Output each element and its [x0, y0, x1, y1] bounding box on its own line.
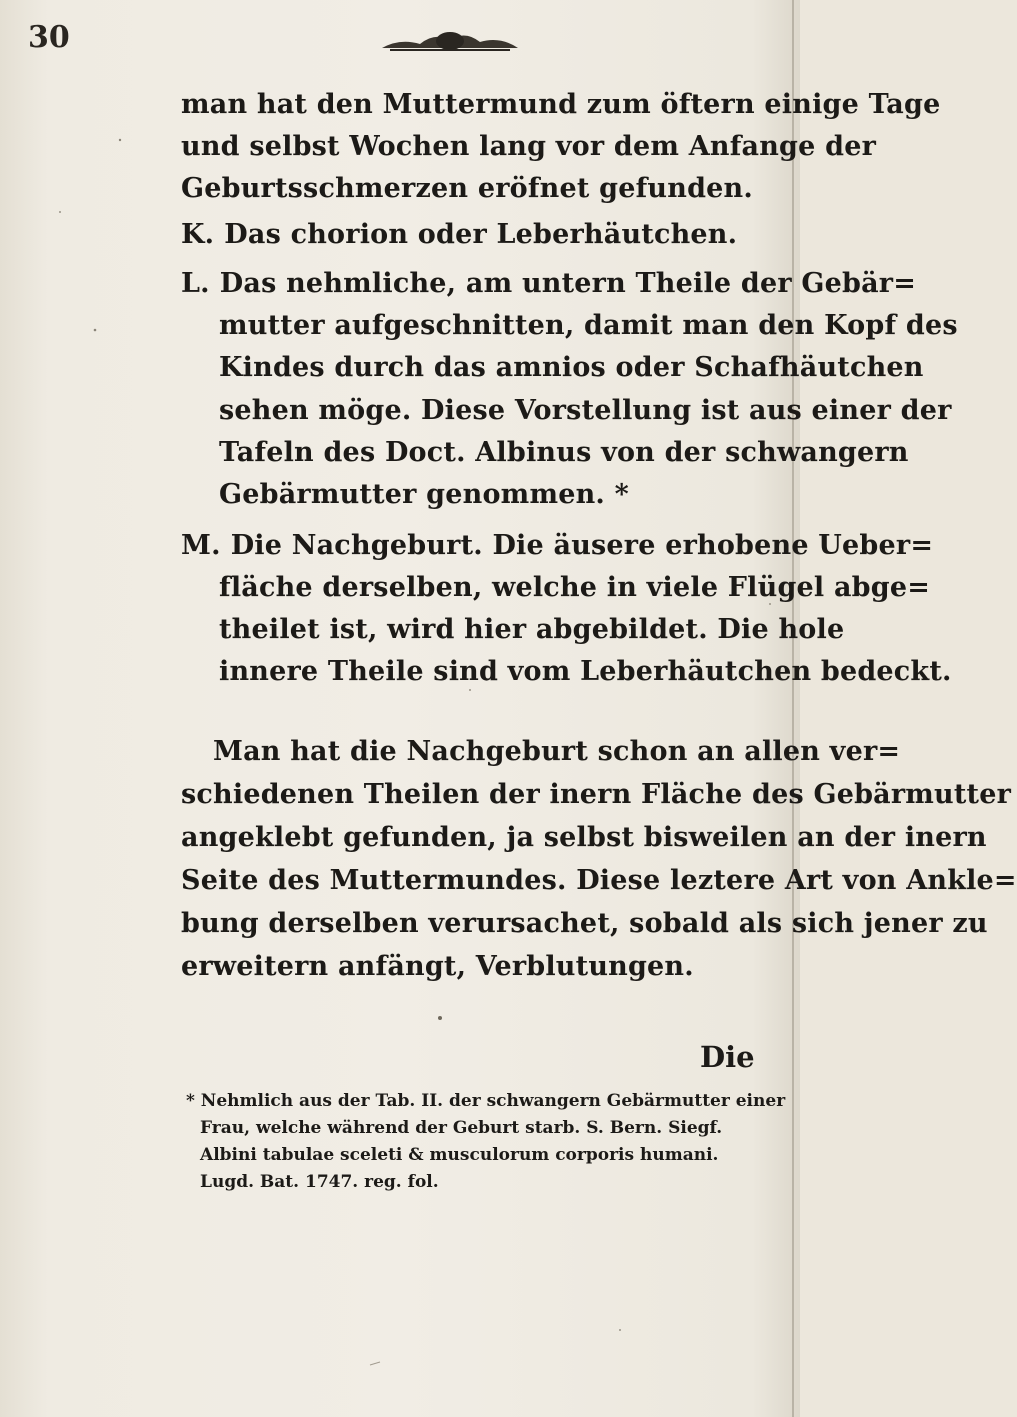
footnote-line: Lugd. Bat. 1747. reg. fol.	[200, 1172, 439, 1192]
entry-label: K.	[181, 219, 215, 250]
text-line: Das nehmliche, am untern Theile der Gebär=	[219, 268, 917, 299]
catchword: Die	[700, 1040, 755, 1074]
text-line: Gebärmutter genommen. *	[219, 479, 629, 510]
text-line: Seite des Muttermundes. Diese leztere Art von Ankle=	[181, 865, 1017, 896]
footnote-line: Frau, welche während der Geburt starb. S. Bern. Siegf.	[200, 1118, 723, 1138]
text-line: Tafeln des Doct. Albinus von der schwangern	[219, 437, 909, 468]
entry-k	[181, 217, 737, 253]
entry-label: M.	[181, 530, 221, 561]
text-line: Man hat die Nachgeburt schon an allen ver=	[213, 736, 901, 767]
text-line: innere Theile sind vom Leberhäutchen bedeckt.	[219, 656, 952, 687]
footnote-line: Albini tabulae sceleti & musculorum corporis humani.	[200, 1145, 719, 1165]
page-edge	[792, 0, 794, 1417]
ornament-icon	[380, 26, 520, 56]
text-line: und selbst Wochen lang vor dem Anfange der	[181, 131, 877, 162]
text-line: theilet ist, wird hier abgebildet. Die hole	[219, 614, 845, 645]
text-line: Geburtsschmerzen eröfnet gefunden.	[181, 173, 753, 204]
page-number: 30	[28, 20, 70, 55]
text-line: angeklebt gefunden, ja selbst bisweilen an der inern	[181, 822, 987, 853]
entry-l	[181, 266, 916, 302]
text-line: Die Nachgeburt. Die äusere erhobene Ueber=	[230, 530, 934, 561]
entry-label: L.	[181, 268, 210, 299]
entry-m	[181, 528, 933, 564]
text-line: mutter aufgeschnitten, damit man den Kopf des	[219, 310, 958, 341]
text-line: Das chorion oder Leberhäutchen.	[224, 219, 738, 250]
text-line: man hat den Muttermund zum öftern einige Tage	[181, 89, 941, 120]
text-line: bung derselben verursachet, sobald als sich jener zu	[181, 908, 988, 939]
text-line: erweitern anfängt, Verblutungen.	[181, 951, 694, 982]
text-line: schiedenen Theilen der inern Fläche des Gebärmutter	[181, 779, 1012, 810]
footnote-line: * Nehmlich aus der Tab. II. der schwangern Gebärmutter einer	[186, 1091, 786, 1111]
text-line: Kindes durch das amnios oder Schafhäutchen	[219, 352, 924, 383]
text-line: fläche derselben, welche in viele Flügel abge=	[219, 572, 931, 603]
text-line: sehen möge. Diese Vorstellung ist aus einer der	[219, 395, 952, 426]
